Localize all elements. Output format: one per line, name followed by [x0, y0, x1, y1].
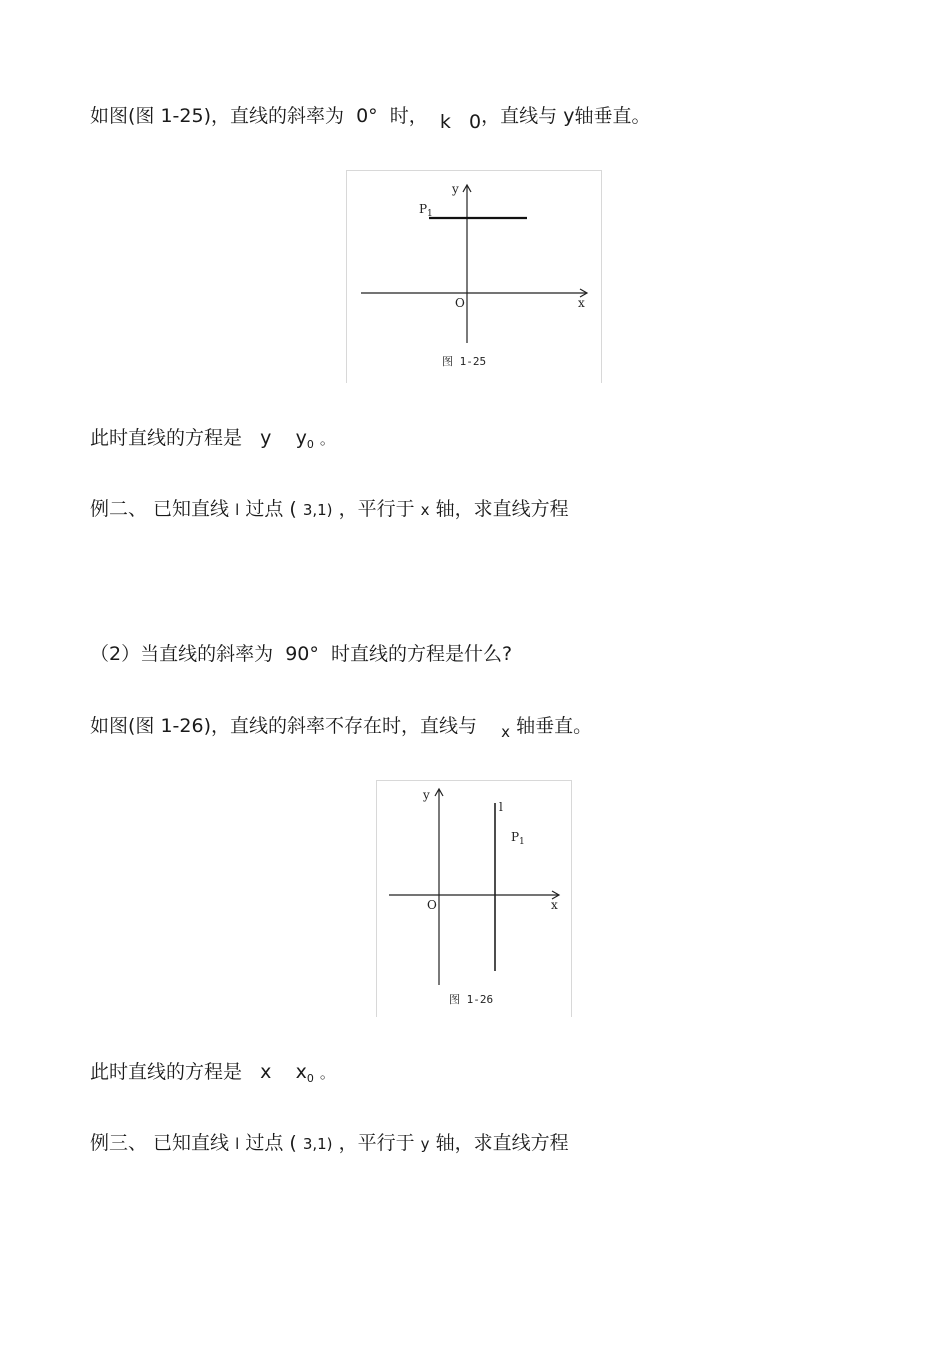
text: 轴，求直线方程 [435, 1132, 569, 1154]
origin-label: O [455, 296, 465, 310]
paragraph-slope-zero [90, 104, 651, 133]
math-y: y [563, 105, 575, 127]
text: 时直线的方程是什么? [330, 643, 513, 665]
text: 此时直线的方程是 [90, 427, 243, 449]
y-axis-label: y [423, 788, 430, 802]
math-x: x [420, 501, 430, 519]
figure-caption: 图 1-25 [442, 355, 487, 368]
math-subscript: 0 [306, 438, 314, 451]
example-two [90, 497, 569, 522]
equation-horizontal [90, 426, 335, 453]
text: ，直线与 [481, 105, 558, 127]
figure-caption: 图 1-26 [449, 993, 494, 1006]
text: 。 [319, 1064, 335, 1082]
math-point: 3,1) [302, 501, 333, 519]
math-k: k [439, 111, 451, 133]
text: 轴垂直。 [516, 715, 593, 737]
text: 。 [319, 430, 335, 448]
math-y: y [420, 1135, 430, 1153]
figure-1-25 [346, 170, 602, 383]
text: （2）当直线的斜率为 [90, 643, 274, 665]
y-axis-label: y [452, 182, 459, 196]
text: ，平行于 [338, 498, 415, 520]
math-point: 3,1) [302, 1135, 333, 1153]
x-axis-label: x [578, 296, 585, 310]
paragraph-slope-undefined [90, 714, 592, 739]
math-y: y [260, 427, 272, 449]
figure-1-25-diagram [347, 171, 601, 383]
text: 如图(图 1-25)，直线的斜率为 [90, 105, 344, 127]
text: 例三、 已知直线 [90, 1132, 230, 1154]
math-angle: 0° [356, 105, 378, 127]
math-l: l [235, 501, 240, 519]
figure-1-26-diagram [377, 781, 571, 1017]
text: 轴垂直。 [574, 105, 651, 127]
math-x: x [295, 1061, 307, 1083]
line-label: l [499, 800, 503, 814]
math-value: 0 [469, 111, 482, 133]
figure-1-26 [376, 780, 572, 1017]
origin-label: O [427, 898, 437, 912]
math-x: x [501, 723, 511, 741]
point-subscript: 1 [519, 837, 525, 847]
text: 时， [389, 105, 428, 127]
text: 如图(图 1-26)，直线的斜率不存在时，直线与 [90, 715, 477, 737]
x-axis-label: x [551, 898, 558, 912]
text: 过点 ( [245, 498, 297, 520]
point-subscript: 1 [427, 209, 433, 219]
text: 此时直线的方程是 [90, 1061, 243, 1083]
math-angle: 90° [285, 643, 319, 665]
question-slope-90 [90, 642, 512, 666]
point-label: P [419, 202, 428, 216]
text: 轴，求直线方程 [435, 498, 569, 520]
math-x: x [260, 1061, 272, 1083]
text: 过点 ( [245, 1132, 297, 1154]
text: ，平行于 [338, 1132, 415, 1154]
math-subscript: 0 [306, 1072, 314, 1085]
math-l: l [235, 1135, 240, 1153]
point-label: P [511, 830, 520, 844]
equation-vertical [90, 1060, 335, 1087]
text: 例二、 已知直线 [90, 498, 230, 520]
math-y: y [295, 427, 307, 449]
example-three [90, 1131, 569, 1156]
